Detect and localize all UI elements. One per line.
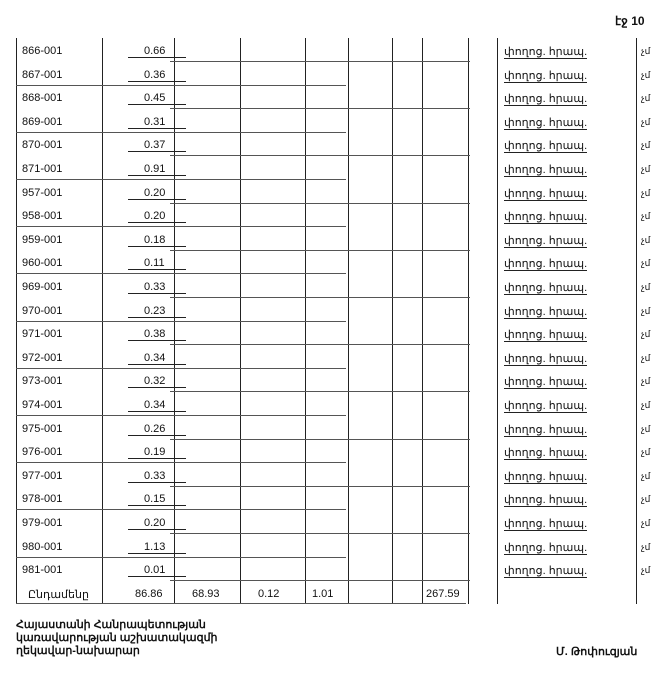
row-line — [170, 203, 470, 204]
table-bottom-line — [16, 603, 466, 604]
note: չմ — [641, 541, 651, 552]
totals-col5: 267.59 — [426, 588, 460, 600]
area-value: 0.20 — [128, 517, 186, 530]
area-value: 0.37 — [128, 139, 186, 152]
row-line — [16, 509, 346, 510]
street-type: փողոց. հրապ. — [504, 258, 588, 271]
parcel-code: 973-001 — [22, 375, 63, 388]
area-value: 0.18 — [128, 234, 186, 247]
row-line — [170, 155, 470, 156]
note: չմ — [641, 494, 651, 505]
street-type: փողոց. հրապ. — [504, 46, 588, 58]
area-value: 0.19 — [128, 446, 186, 459]
street-type: փողոց. հրապ. — [504, 329, 588, 342]
row-line — [16, 179, 346, 180]
note: չմ — [641, 187, 651, 198]
area-value: 0.33 — [128, 281, 186, 294]
parcel-code: 959-001 — [22, 233, 63, 246]
street-type: փողոց. հրապ. — [504, 541, 588, 554]
note: չմ — [641, 376, 651, 387]
area-value: 0.20 — [128, 187, 186, 200]
street-type: փողոց. հրապ. — [504, 376, 588, 389]
row-line — [16, 273, 346, 274]
area-value: 0.01 — [128, 564, 186, 577]
street-type: փողոց. հրապ. — [504, 164, 588, 176]
parcel-code: 957-001 — [22, 186, 63, 199]
street-type: փողոց. հրապ. — [504, 494, 588, 507]
note: չմ — [641, 234, 651, 245]
street-type: փողոց. հրապ. — [504, 305, 588, 318]
note: չմ — [641, 400, 651, 410]
row-line — [170, 391, 470, 392]
area-value: 0.45 — [128, 92, 186, 105]
street-type: փողոց. հրապ. — [504, 140, 588, 153]
row-line — [170, 250, 470, 251]
row-line — [170, 108, 470, 109]
row-line — [16, 415, 346, 416]
parcel-code: 969-001 — [22, 281, 63, 293]
parcel-code: 870-001 — [22, 139, 63, 152]
parcel-code: 868-001 — [22, 92, 63, 105]
area-value: 0.31 — [128, 116, 186, 129]
parcel-code: 977-001 — [22, 469, 63, 482]
area-value: 0.20 — [128, 210, 186, 223]
parcel-code: 869-001 — [22, 115, 63, 128]
row-line — [16, 462, 346, 463]
note: չմ — [641, 46, 651, 56]
street-type: փողոց. հրապ. — [504, 423, 588, 436]
parcel-code: 958-001 — [22, 210, 63, 223]
parcel-code: 980-001 — [22, 540, 63, 553]
row-line — [16, 321, 346, 322]
totals-col4: 1.01 — [312, 588, 334, 600]
row-line — [170, 439, 470, 440]
street-type: փողոց. հրապ. — [504, 116, 588, 129]
note: չմ — [641, 352, 651, 363]
street-type: փողոց. հրապ. — [504, 211, 588, 224]
parcel-code: 975-001 — [22, 422, 63, 435]
footer-line: ղեկավար-նախարար — [16, 645, 140, 657]
street-type: փողոց. հրապ. — [504, 352, 588, 365]
street-type: փողոց. հրապ. — [504, 518, 588, 530]
note: չմ — [641, 423, 651, 434]
totals-label: Ընդամենը — [28, 589, 89, 601]
note: չմ — [641, 470, 651, 481]
note: չմ — [641, 518, 651, 528]
street-type: փողոց. հրապ. — [504, 470, 588, 483]
street-type: փողոց. հրապ. — [504, 400, 588, 412]
parcel-code: 960-001 — [22, 257, 63, 270]
note: չմ — [641, 140, 651, 151]
row-line — [170, 580, 470, 581]
note: չմ — [641, 329, 651, 340]
row-line — [170, 344, 470, 345]
note: չմ — [641, 565, 651, 576]
area-value: 0.15 — [128, 493, 186, 506]
row-line — [16, 368, 346, 369]
note: չմ — [641, 164, 651, 174]
parcel-code: 976-001 — [22, 446, 63, 459]
row-line — [170, 486, 470, 487]
parcel-code: 981-001 — [22, 564, 63, 577]
area-value: 0.91 — [128, 163, 186, 176]
street-type: փողոց. հրապ. — [504, 234, 588, 247]
parcel-code: 867-001 — [22, 68, 63, 81]
row-line — [16, 132, 346, 133]
footer-line: կառավարության աշխատակազմի — [16, 632, 218, 644]
street-type: փողոց. հրապ. — [504, 69, 588, 82]
row-line — [16, 557, 346, 558]
street-type: փողոց. հրապ. — [504, 93, 588, 106]
area-value: 0.66 — [128, 45, 186, 58]
signatory: Մ. Թոփուզյան — [556, 646, 638, 658]
area-value: 0.34 — [128, 352, 186, 365]
page-number: էջ 10 — [615, 14, 645, 28]
street-type: փողոց. հրապ. — [504, 282, 588, 294]
note: չմ — [641, 447, 651, 458]
parcel-code: 978-001 — [22, 493, 63, 506]
area-value: 0.33 — [128, 470, 186, 483]
area-value: 0.23 — [128, 305, 186, 318]
note: չմ — [641, 93, 651, 104]
parcel-code: 871-001 — [22, 163, 63, 175]
street-type: փողոց. հրապ. — [504, 187, 588, 200]
note: չմ — [641, 305, 651, 316]
note: չմ — [641, 258, 651, 269]
note: չմ — [641, 69, 651, 80]
area-value: 0.32 — [128, 375, 186, 388]
area-value: 1.13 — [128, 541, 186, 554]
row-line — [16, 85, 346, 86]
parcel-code: 971-001 — [22, 328, 63, 341]
area-value: 0.26 — [128, 423, 186, 436]
footer-title — [16, 619, 218, 658]
area-value: 0.34 — [128, 399, 186, 412]
row-line — [170, 297, 470, 298]
totals-col3: 0.12 — [258, 588, 280, 600]
street-type: փողոց. հրապ. — [504, 447, 588, 460]
street-type: փողոց. հրապ. — [504, 565, 588, 578]
area-value: 0.11 — [128, 257, 186, 270]
row-line — [170, 533, 470, 534]
note: չմ — [641, 211, 651, 222]
totals-col2: 68.93 — [192, 588, 220, 600]
note: չմ — [641, 282, 651, 292]
area-value: 0.36 — [128, 69, 186, 82]
note: չմ — [641, 116, 651, 127]
parcel-code: 866-001 — [22, 45, 63, 57]
parcel-code: 974-001 — [22, 399, 63, 411]
parcel-code: 970-001 — [22, 304, 63, 317]
totals-col1: 86.86 — [135, 588, 163, 600]
row-line — [170, 61, 470, 62]
footer-line: Հայաստանի Հանրապետության — [16, 619, 206, 631]
area-value: 0.38 — [128, 328, 186, 341]
row-line — [16, 226, 346, 227]
parcel-code: 972-001 — [22, 351, 63, 364]
parcel-code: 979-001 — [22, 517, 63, 529]
